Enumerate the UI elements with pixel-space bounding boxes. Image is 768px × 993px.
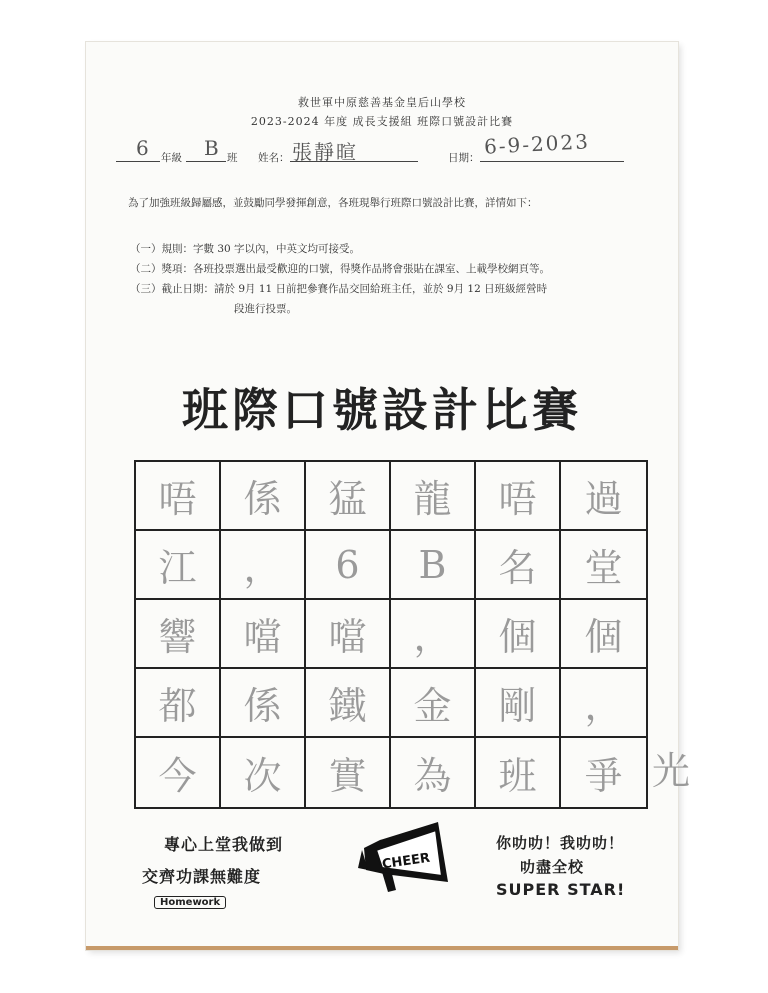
rule-item-continuation: 段進行投票。 — [234, 303, 297, 315]
name-label: 姓名： — [258, 152, 290, 164]
grid-cell: 個 — [476, 600, 561, 669]
grid-cell: 係 — [221, 462, 306, 531]
rules-list — [130, 239, 670, 319]
grid-cell: 為 — [391, 738, 476, 807]
competition-title-line: 2023-2024 年度 成長支援組 班際口號設計比賽 — [250, 115, 514, 128]
grid-cell: ， — [221, 531, 306, 600]
grid-cell: 噹 — [306, 600, 391, 669]
cheer-label: CHEER — [381, 850, 432, 873]
name-underline — [290, 161, 418, 162]
grid-cell: 堂 — [561, 531, 646, 600]
grid-cell: 唔 — [136, 462, 221, 531]
grid-cell: 剛 — [476, 669, 561, 738]
rule-item: （三）截止日期：請於 9月 11 日前把參賽作品交回給班主任，並於 9月 12 日班級經營時 — [130, 283, 548, 295]
footer-right-line3: SUPER STAR! — [496, 880, 626, 899]
date-value: 6-9-2023 — [483, 129, 591, 159]
grid-overflow-char: 光 — [652, 749, 691, 793]
grid-cell: 噹 — [221, 600, 306, 669]
grid-cell: 名 — [476, 531, 561, 600]
date-underline — [480, 161, 624, 162]
grid-cell: 爭 — [584, 754, 623, 798]
grade-label: 年級 — [161, 152, 182, 164]
grid-cell: 係 — [221, 669, 306, 738]
homework-tag — [154, 890, 226, 909]
grid-cell: 龍 — [391, 462, 476, 531]
student-name-value: 張靜暄 — [292, 140, 358, 164]
grid-cell: ， — [561, 669, 646, 738]
intro-text: 為了加強班級歸屬感，並鼓勵同學發揮創意，各班現舉行班際口號設計比賽，詳情如下： — [128, 197, 538, 209]
grid-cell: B — [391, 531, 476, 600]
rule-item: （一）規則：字數 30 字以內，中英文均可接受。 — [130, 243, 361, 255]
class-label: 班 — [227, 152, 238, 164]
grid-cell: 個 — [561, 600, 646, 669]
school-name: 救世軍中原慈善基金皇后山學校 — [298, 96, 466, 109]
grid-cell: 江 — [136, 531, 221, 600]
class-underline — [186, 161, 226, 162]
big-title: 班際口號設計比賽 — [182, 383, 582, 437]
rule-item: （二）獎項：各班投票選出最受歡迎的口號，得獎作品將會張貼在課室、上載學校網頁等。 — [130, 263, 550, 275]
grid-cell: 鐵 — [306, 669, 391, 738]
grade-value: 6 — [136, 136, 151, 160]
grid-cell: 過 — [561, 462, 646, 531]
date-label: 日期： — [448, 152, 480, 164]
footer-left-line2: 交齊功課無難度 — [142, 867, 262, 886]
grid-cell: 唔 — [476, 462, 561, 531]
grid-cell: 金 — [391, 669, 476, 738]
grid-cell: 實 — [306, 738, 391, 807]
grid-cell: 響 — [136, 600, 221, 669]
footer-right-line2: 叻盡全校 — [520, 858, 585, 876]
class-value: B — [204, 136, 221, 160]
grade-underline — [116, 161, 160, 162]
grid-cell: 班 — [476, 738, 561, 807]
footer-right-line1: 你叻叻！我叻叻！ — [496, 834, 625, 852]
grid-cell: 今 — [136, 738, 221, 807]
grid-cell: 次 — [221, 738, 306, 807]
grid-cell: 都 — [136, 669, 221, 738]
grid-cell: ， — [391, 600, 476, 669]
grid-cell: 猛 — [306, 462, 391, 531]
footer-left-line1: 專心上堂我做到 — [164, 835, 284, 854]
slogan-grid — [134, 460, 648, 809]
homework-label: Homework — [154, 896, 226, 909]
worksheet-page — [86, 42, 691, 950]
grid-cell: 6 — [306, 531, 391, 600]
